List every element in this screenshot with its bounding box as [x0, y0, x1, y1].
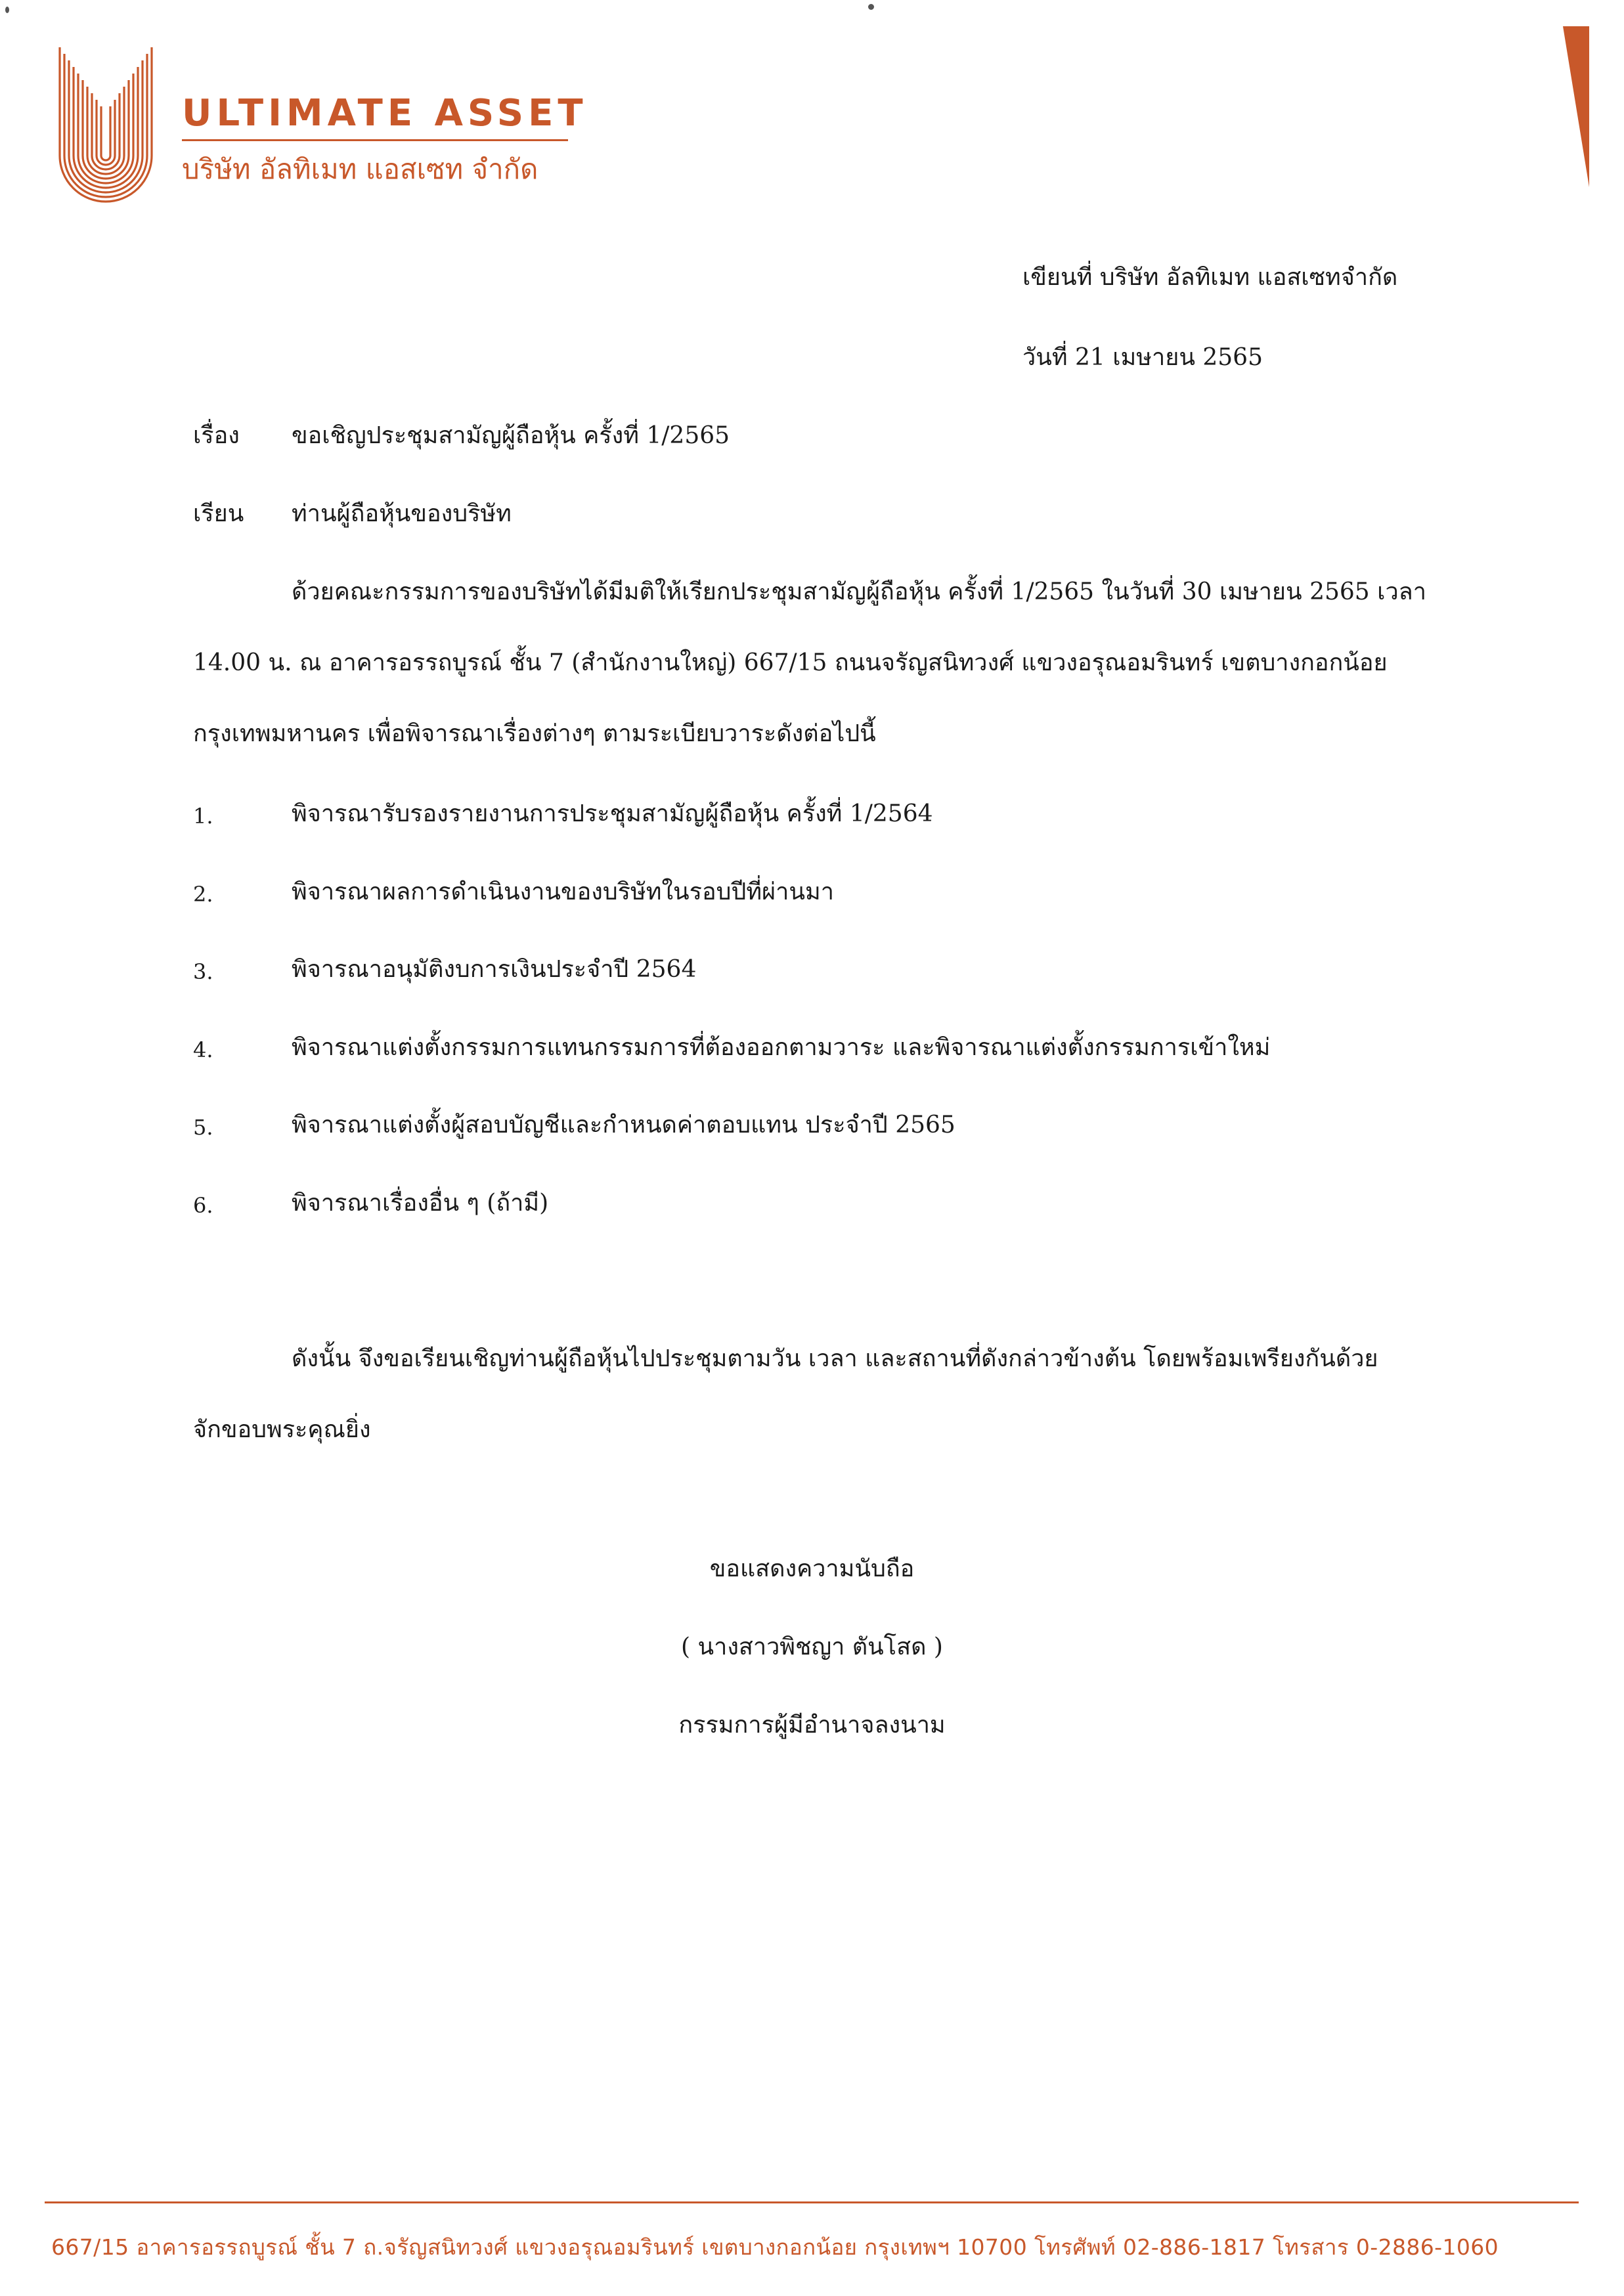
signatory-name: ( นางสาวพิชญา ตันโสด ) — [681, 1634, 943, 1660]
agenda-item-text: พิจารณาแต่งตั้งผู้สอบบัญชีและกำหนดค่าตอบแทน ประจำปี 2565 — [292, 1112, 955, 1138]
agenda-item-number: 3. — [193, 959, 213, 984]
closing-line: ดังนั้น จึงขอเรียนเชิญท่านผู้ถือหุ้นไปประชุมตามวัน เวลา และสถานที่ดังกล่าวข้างต้น โดยพร้อมเพรียงกันด้วย — [292, 1345, 1378, 1372]
agenda-item-number: 5. — [193, 1115, 213, 1140]
signatory-title: กรรมการผู้มีอำนาจลงนาม — [678, 1712, 946, 1739]
subject-label: เรื่อง — [193, 422, 240, 449]
recipient-text: ท่านผู้ถือหุ้นของบริษัท — [292, 500, 512, 527]
agenda-item-text: พิจารณาผลการดำเนินงานของบริษัทในรอบปีที่ผ่านมา — [292, 878, 834, 905]
closing-paragraph — [0, 1324, 1624, 1465]
letterhead-divider — [182, 139, 568, 141]
agenda-item-number: 2. — [193, 882, 213, 907]
recipient-label: เรียน — [193, 500, 244, 527]
agenda-item-number: 6. — [193, 1193, 213, 1218]
letter-date: วันที่ 21 เมษายน 2565 — [1022, 344, 1263, 371]
agenda-item-text: พิจารณาแต่งตั้งกรรมการแทนกรรมการที่ต้องออกตามวาระ และพิจารณาแต่งตั้งกรรมการเข้าใหม่ — [292, 1034, 1271, 1061]
intro-line: กรุงเทพมหานคร เพื่อพิจารณาเรื่องต่างๆ ตามระเบียบวาระดังต่อไปนี้ — [193, 720, 876, 747]
subject-text: ขอเชิญประชุมสามัญผู้ถือหุ้น ครั้งที่ 1/2565 — [292, 422, 730, 449]
agenda-item-number: 4. — [193, 1037, 213, 1062]
agenda-item-number: 1. — [193, 804, 213, 829]
footer-address: 667/15 อาคารอรรถบูรณ์ ชั้น 7 ถ.จรัญสนิทวงศ์ แขวงอรุณอมรินทร์ เขตบางกอกน้อย กรุงเทพฯ 10700 โทรศัพท์ 02-886-1817 โทรสาร 0-2886-1060 — [51, 2234, 1499, 2260]
footer-divider — [45, 2201, 1579, 2203]
agenda-item-text: พิจารณารับรองรายงานการประชุมสามัญผู้ถือหุ้น ครั้งที่ 1/2564 — [292, 800, 933, 827]
scan-speck — [5, 7, 9, 13]
written-at: เขียนที่ บริษัท อัลทิเมท แอสเซทจำกัด — [1022, 264, 1398, 291]
company-name-th: บริษัท อัลทิเมท แอสเซท จำกัด — [182, 153, 538, 185]
intro-paragraph — [0, 557, 1624, 769]
company-name-en: ULTIMATE ASSET — [182, 92, 588, 135]
company-logo-icon — [56, 47, 155, 205]
scan-speck — [868, 4, 874, 10]
agenda-item-text: พิจารณาเรื่องอื่น ๆ (ถ้ามี) — [292, 1190, 549, 1217]
signature-salutation: ขอแสดงความนับถือ — [709, 1555, 915, 1582]
agenda-item-text: พิจารณาอนุมัติงบการเงินประจำปี 2564 — [292, 956, 697, 983]
closing-line: จักขอบพระคุณยิ่ง — [193, 1416, 371, 1443]
intro-line: 14.00 น. ณ อาคารอรรถบูรณ์ ชั้น 7 (สำนักงานใหญ่) 667/15 ถนนจรัญสนิทวงศ์ แขวงอรุณอมรินทร์ เขตบางกอกน้อย — [193, 649, 1388, 676]
corner-accent-icon — [1563, 26, 1589, 187]
intro-line: ด้วยคณะกรรมการของบริษัทได้มีมติให้เรียกประชุมสามัญผู้ถือหุ้น ครั้งที่ 1/2565 ในวันที่ 30 เมษายน 2565 เวลา — [292, 578, 1426, 605]
